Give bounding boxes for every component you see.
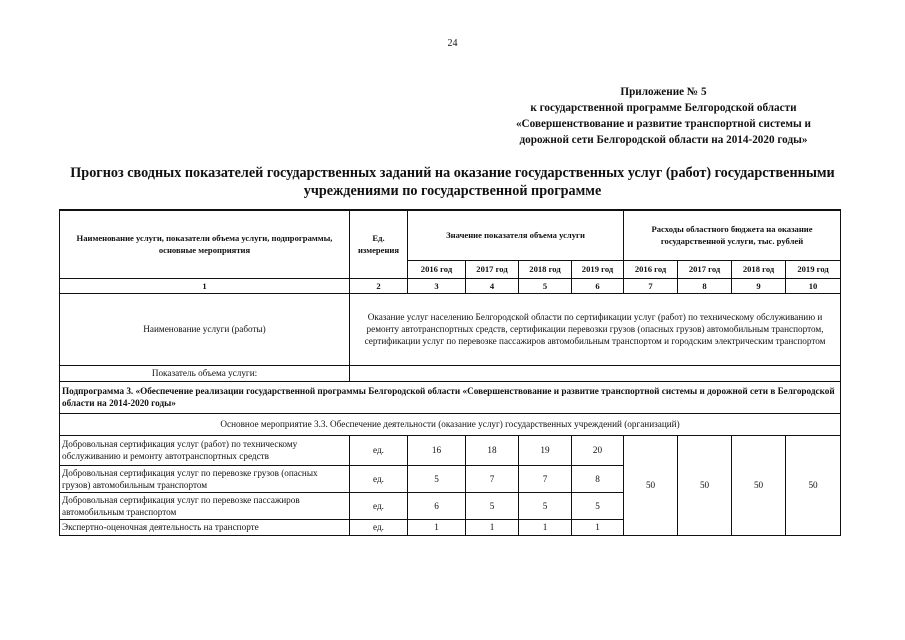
column-number: 7 xyxy=(624,278,678,293)
document-title xyxy=(60,164,845,200)
year-header: 2019 год xyxy=(572,260,624,278)
volume-label: Показатель объема услуги: xyxy=(60,365,350,381)
value-cell: 20 xyxy=(572,435,624,465)
value-cell: 1 xyxy=(408,519,466,535)
value-cell: 18 xyxy=(466,435,519,465)
appendix-header xyxy=(516,84,811,148)
service-row-name: Добровольная сертификация услуг (работ) по техническому обслуживанию и ремонту автотранспортных средств xyxy=(60,435,350,465)
title-line: Прогноз сводных показателей государственных заданий на оказание государственных услуг (работ) государственными xyxy=(70,165,835,181)
header-name-cell: Наименование услуги, показатели объема услуги, подпрограммы, основные мероприятия xyxy=(60,210,350,278)
value-cell: 7 xyxy=(519,465,572,492)
value-cell: 5 xyxy=(408,465,466,492)
value-cell: 7 xyxy=(466,465,519,492)
service-row-unit: ед. xyxy=(350,492,408,519)
year-header: 2017 год xyxy=(466,260,519,278)
column-number: 8 xyxy=(678,278,732,293)
value-cell: 5 xyxy=(572,492,624,519)
year-header: 2018 год xyxy=(732,260,786,278)
value-cell: 1 xyxy=(466,519,519,535)
appendix-line: «Совершенствование и развитие транспортной системы и xyxy=(515,118,811,130)
column-number: 3 xyxy=(408,278,466,293)
expense-cell: 50 xyxy=(732,435,786,535)
appendix-line: Приложение № 5 xyxy=(620,86,707,98)
year-header: 2016 год xyxy=(624,260,678,278)
column-number: 4 xyxy=(466,278,519,293)
service-row-unit: ед. xyxy=(350,435,408,465)
forecast-table xyxy=(59,209,841,536)
service-row-name: Добровольная сертификация услуг по перевозке пассажиров автомобильным транспортом xyxy=(60,492,350,519)
column-number: 1 xyxy=(60,278,350,293)
appendix-line: к государственной программе Белгородской области xyxy=(530,102,797,114)
service-name-value: Оказание услуг населению Белгородской области по сертификации услуг (работ) по техническому обслуживанию и ремонту автотранспортных средств, сертификации перевозки грузов (опасных грузов) автомобильным транспортом, сертификации услуг по перевозке пассажиров автомобильным транспортом и городским электрическим транспортом xyxy=(350,293,841,365)
expense-cell: 50 xyxy=(678,435,732,535)
value-cell: 1 xyxy=(519,519,572,535)
column-number: 5 xyxy=(519,278,572,293)
year-header: 2019 год xyxy=(786,260,841,278)
expense-cell: 50 xyxy=(624,435,678,535)
header-expenses-cell: Расходы областного бюджета на оказание государственной услуги, тыс. рублей xyxy=(624,210,841,260)
service-name-label: Наименование услуги (работы) xyxy=(60,293,350,365)
column-number: 10 xyxy=(786,278,841,293)
value-cell: 16 xyxy=(408,435,466,465)
value-cell: 19 xyxy=(519,435,572,465)
service-row-unit: ед. xyxy=(350,465,408,492)
page-number: 24 xyxy=(447,38,458,49)
header-unit-cell: Ед. измерения xyxy=(350,210,408,278)
volume-value xyxy=(350,365,841,381)
column-number: 9 xyxy=(732,278,786,293)
value-cell: 5 xyxy=(519,492,572,519)
title-line: учреждениями по государственной программе xyxy=(303,183,602,199)
value-cell: 1 xyxy=(572,519,624,535)
year-header: 2016 год xyxy=(408,260,466,278)
value-cell: 5 xyxy=(466,492,519,519)
expense-cell: 50 xyxy=(786,435,841,535)
service-row-name: Добровольная сертификация услуг по перевозке грузов (опасных грузов) автомобильным транспортом xyxy=(60,465,350,492)
header-values-cell: Значение показателя объема услуги xyxy=(408,210,624,260)
service-row-unit: ед. xyxy=(350,519,408,535)
subprogram-row: Подпрограмма 3. «Обеспечение реализации государственной программы Белгородской области «Совершенствование и развитие транспортной системы и дорожной сети в Белгородской области на 2014-2020 годы» xyxy=(60,381,841,413)
main-activity-row: Основное мероприятие 3.3. Обеспечение деятельности (оказание услуг) государственных учреждений (организаций) xyxy=(60,413,841,435)
year-header: 2018 год xyxy=(519,260,572,278)
value-cell: 6 xyxy=(408,492,466,519)
appendix-line: дорожной сети Белгородской области на 2014-2020 годы» xyxy=(519,134,808,146)
column-number: 2 xyxy=(350,278,408,293)
year-header: 2017 год xyxy=(678,260,732,278)
service-row-name: Экспертно-оценочная деятельность на транспорте xyxy=(60,519,350,535)
column-number: 6 xyxy=(572,278,624,293)
value-cell: 8 xyxy=(572,465,624,492)
